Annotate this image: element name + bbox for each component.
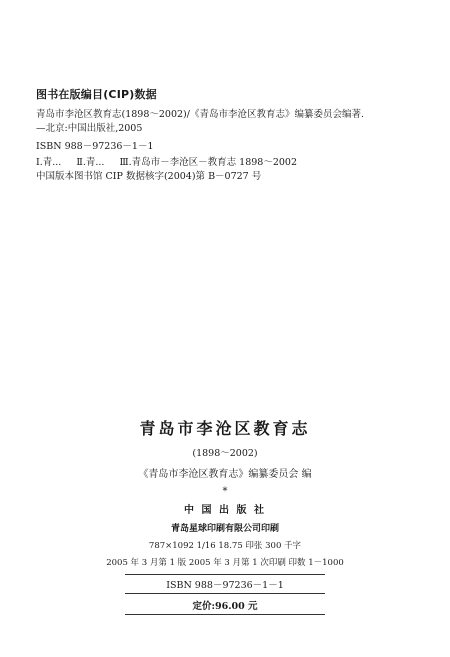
cip-class-3: Ⅲ.青岛市－李沧区－教育志 1898～2002 — [119, 157, 298, 168]
cip-class-1: Ⅰ.青... — [36, 157, 62, 168]
book-title: 青岛市李沧区教育志 — [139, 419, 311, 438]
cip-catalog-number: 中国版本图书馆 CIP 数据核字(2004)第 B－0727 号 — [36, 171, 262, 182]
isbn-price-box — [125, 574, 325, 615]
colophon-block — [0, 416, 450, 615]
cip-heading: 图书在版编目(CIP)数据 — [36, 88, 157, 101]
cip-isbn: ISBN 988－97236－1－1 — [36, 141, 154, 152]
cip-title-line: 青岛市李沧区教育志(1898～2002)/《青岛市李沧区教育志》编纂委员会编著. — [36, 109, 364, 120]
year-range: (1898～2002) — [192, 448, 258, 459]
colophon-isbn: ISBN 988－97236－1－1 — [125, 574, 325, 594]
editor-line: 《青岛市李沧区教育志》编纂委员会 编 — [138, 469, 312, 480]
cip-block — [36, 86, 436, 184]
format-specs: 787×1092 1/16 18.75 印张 300 千字 — [148, 541, 302, 551]
separator-star: * — [222, 486, 228, 497]
cip-publisher-line: —北京:中国出版社,2005 — [36, 123, 143, 134]
publisher-name: 中 国 出 版 社 — [184, 505, 266, 516]
edition-info: 2005 年 3 月第 1 版 2005 年 3 月第 1 次印刷 印数 1－1000 — [106, 558, 344, 568]
cip-classifications — [36, 156, 436, 170]
price: 定价:96.00 元 — [125, 594, 325, 615]
cip-class-2: Ⅱ.青... — [76, 157, 105, 168]
printer-name: 青岛星球印刷有限公司印刷 — [170, 524, 279, 534]
